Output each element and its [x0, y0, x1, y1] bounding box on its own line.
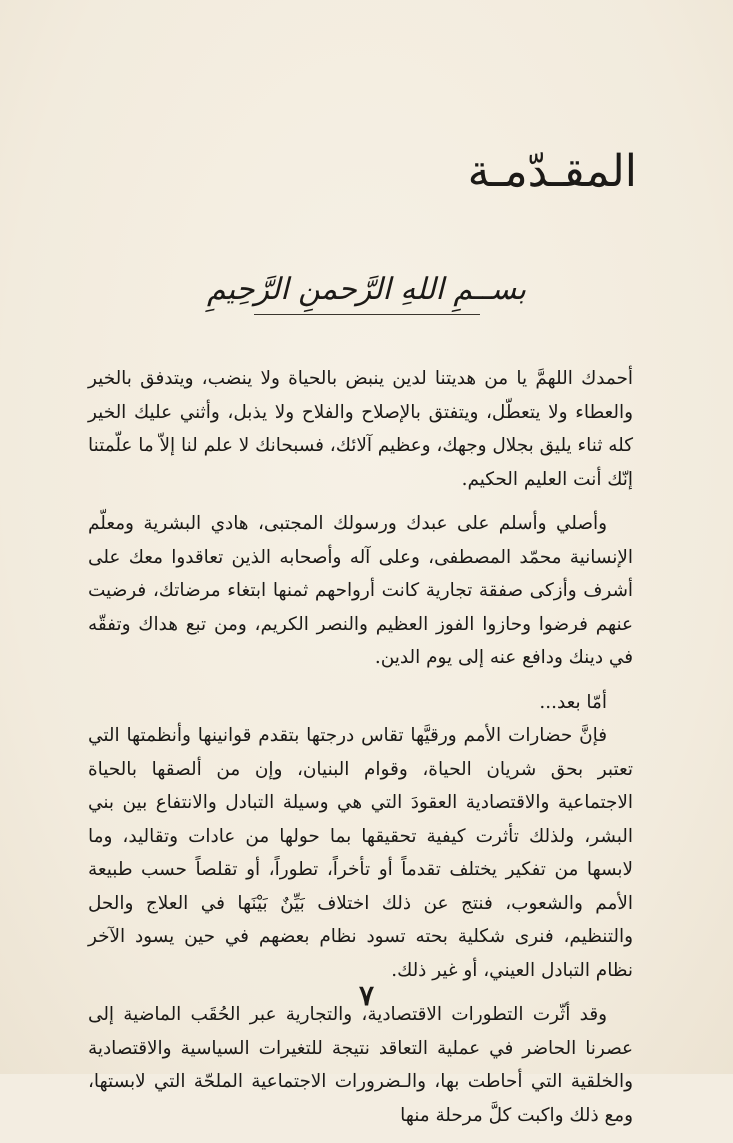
basmala-underline: [254, 314, 480, 315]
paragraph-economic-developments: وقد أثّرت التطورات الاقتصادية، والتجارية عبر الحُقَب الماضية إلى عصرنا الحاضر في عملية التعاقد نتيجة للتغيرات السياسية والاقتصادية والخلقية التي أحاطت بها، والـضرورات الاجتماعية الملحّة التي لابستها، ومع ذلك واكبت كلَّ مرحلة منها: [88, 1004, 633, 1126]
basmala-text: بســمِ اللهِ الرَّحمنِ الرَّحِيمِ: [206, 272, 527, 307]
paragraph-praise: أحمدك اللهمَّ يا من هديتنا لدين ينبض بالحياة ولا ينضب، ويتدفق بالخير والعطاء ولا يتعطّل، ويتفتق بالإصلاح والفلاح ولا يذبل، وأثني عليك الخير كله ثناء يليق بجلال وجهك، وعظيم آلائك، فسبحانك لا علم لنا إلاّ ما علّمتنا إنّك أنت العليم الحكيم.: [88, 368, 633, 490]
page-number: ٧: [358, 979, 375, 1012]
chapter-heading: المقـدّمـة: [467, 146, 637, 197]
paragraph-amma-baad: أمّا بعد...: [539, 691, 607, 713]
basmala-calligraphy: [0, 272, 733, 315]
paragraph-civilizations: فإنَّ حضارات الأمم ورقيَّها تقاس درجتها بتقدم قوانينها وأنظمتها التي تعتبر بحق شريان الحياة، وقوام البنيان، وإن من ألصقها بالحياة الاجتماعية والاقتصادية العقودَ التي هي وسيلة التبادل والانتفاع بين بني البشر، ولذلك تأثرت كيفية تحقيقها بما حولها من عادات وتقاليد، وما لابسها من تفكير يختلف تقدماً أو تأخراً، تطوراً، أو تقلصاً حسب طبيعة الأمم والشعوب، فنتج عن ذلك اختلاف بَيِّنٌ بَيْنَها في العلاج والحل والتنظيم، فنرى شكلية بحته تسود نظام بعضهم في حين يسود الآخر نظام التبادل العيني، أو غير ذلك.: [88, 725, 633, 981]
paragraph-salutation: وأصلي وأسلم على عبدك ورسولك المجتبى، هادي البشرية ومعلّم الإنسانية محمّد المصطفى، وعلى آله وأصحابه الذين تعاقدوا معك على أشرف وأزكى صفقة تجارية كانت أرواحهم ثمنها ابتغاء مرضاتك، فرضيت عنهم فرضوا وحازوا الفوز العظيم والنصر الكريم، ومن تبع هداك وتفقّه في دينك ودافع عنه إلى يوم الدين.: [88, 513, 633, 668]
body-text: [88, 362, 633, 1143]
